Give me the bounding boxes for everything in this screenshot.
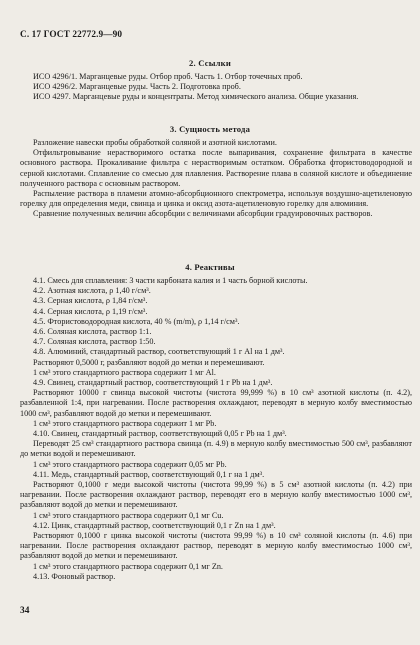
reagent-item: 4.13. Фоновый раствор. [33, 571, 116, 581]
paragraph: Отфильтровывание нерастворимого остатка после выпаривания, сохранение фильтрата в качестве основного раствора. Прокаливание фильтра с нерастворимым остатком. Обработка фтористоводородной и серной кислотами. Сплавление со смесью для плавления. Растворение плава в соляной кислоте и объединение полученного раствора с основным раствором. [20, 148, 412, 188]
reagent-item: 4.2. Азотная кислота, ρ 1,40 г/см³. [33, 286, 151, 296]
paragraph: 1 см³ этого стандартного раствора содержит 0,05 мг Pb. [33, 459, 227, 469]
reagent-item: 4.7. Соляная кислота, раствор 1:50. [33, 337, 156, 347]
reagent-item: 4.9. Свинец, стандартный раствор, соответствующий 1 г Pb на 1 дм³. [33, 378, 273, 388]
reagent-item: 4.6. Соляная кислота, раствор 1:1. [33, 327, 152, 337]
section-heading-references: 2. Ссылки [189, 58, 231, 68]
paragraph: 1 см³ этого стандартного раствора содержит 1 мг Al. [33, 367, 216, 377]
reagent-item: 4.3. Серная кислота, ρ 1,84 г/см³. [33, 296, 148, 306]
reagent-item: 4.10. Свинец, стандартный раствор, соответствующий 0,05 г Pb на 1 дм³. [33, 429, 287, 439]
reagent-item: 4.12. Цинк, стандартный раствор, соответствующий 0,1 г Zn на 1 дм³. [33, 520, 276, 530]
paragraph: Растворяют 0,5000 г, разбавляют водой до метки и перемешивают. [33, 357, 265, 367]
method-block [20, 138, 412, 220]
paragraph: 1 см³ этого стандартного раствора содержит 0,1 мг Cu. [33, 510, 224, 520]
references-block [20, 72, 412, 103]
reference-line: ИСО 4296/1. Марганцевые руды. Отбор проб. Часть 1. Отбор точечных проб. [33, 72, 303, 81]
paragraph: Разложение навески пробы обработкой соляной и азотной кислотами. [33, 138, 277, 147]
reagent-item: 4.8. Алюминий, стандартный раствор, соответствующий 1 г Al на 1 дм³. [33, 347, 285, 357]
paragraph: Растворяют 10000 г свинца высокой чистоты (чистота 99,999 %) в 10 см³ азотной кислоты (п. 4.2), разбавленной 1:4, при нагревании. После растворения охлаждают, переводят в мерную колбу вместимостью 1000 см³, разбавляют водой до метки и перемешивают. [20, 388, 412, 418]
reference-line: ИСО 4297. Марганцевые руды и концентраты. Метод химического анализа. Общие указания. [33, 92, 359, 102]
paragraph: Растворяют 0,1000 г меди высокой чистоты (чистота 99,99 %) в 5 см³ азотной кислоты (п. 4.2) при нагревании. После растворения охлаждают раствор, переводят его в мерную колбу вместимостью 1000 см³, разбавляют водой до метки и перемешивают. [20, 480, 412, 510]
reagent-item: 4.1. Смесь для сплавления: 3 части карбоната калия и 1 часть борной кислоты. [33, 276, 308, 285]
paragraph: Переводят 25 см³ стандартного раствора свинца (п. 4.9) в мерную колбу вместимостью 500 см³, разбавляют до метки водой и перемешивают. [20, 439, 412, 459]
running-header: С. 17 ГОСТ 22772.9—90 [20, 30, 123, 40]
paragraph: 1 см³ этого стандартного раствора содержит 1 мг Pb. [33, 418, 217, 428]
paragraph: Распыление раствора в пламени атомно-абсорбционного спектрометра, используя воздушно-ацетиленовую горелку для определения меди, свинца и цинка и оксид азота-ацетиленовую горелку для алюминия. [20, 189, 412, 209]
paragraph: Сравнение полученных величин абсорбции с величинами абсорбции градуировочных растворов. [33, 209, 373, 219]
reagent-item: 4.11. Медь, стандартный раствор, соответствующий 0,1 г на 1 дм³. [33, 469, 265, 479]
reagent-item: 4.4. Серная кислота, ρ 1,19 г/см³. [33, 306, 148, 316]
reagents-block [20, 276, 412, 582]
paragraph: Растворяют 0,1000 г цинка высокой чистоты (чистота 99,99 %) в 10 см³ соляной кислоты (п. 4.6) при нагревании. После растворения охлаждают раствор, переводят в мерную колбу вместимостью 1000 см³, разбавляют водой до метки и перемешивают. [20, 531, 412, 561]
page-number: 34 [20, 606, 30, 616]
reference-line: ИСО 4296/2. Марганцевые руды. Часть 2. Подготовка проб. [33, 82, 241, 92]
section-heading-method: 3. Сущность метода [169, 124, 251, 134]
reagent-item: 4.5. Фтористоводородная кислота, 40 % (m/m), ρ 1,14 г/см³. [33, 316, 240, 326]
section-heading-reagents: 4. Реактивы [185, 262, 235, 272]
paragraph: 1 см³ этого стандартного раствора содержит 0,1 мг Zn. [33, 561, 223, 571]
